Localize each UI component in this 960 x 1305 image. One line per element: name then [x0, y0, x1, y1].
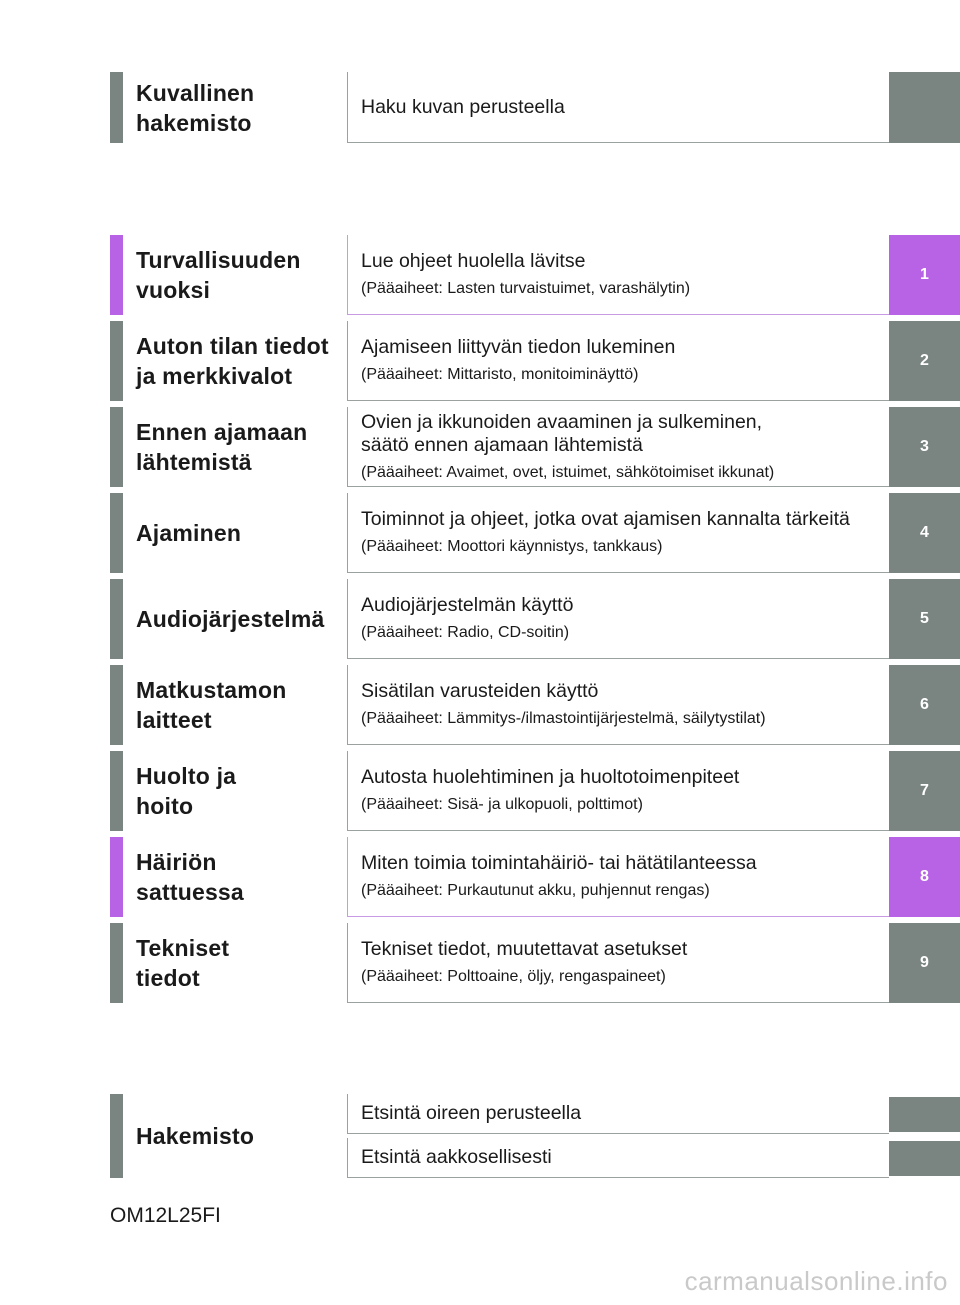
- chapter-tab[interactable]: 2: [889, 321, 960, 401]
- chapter-topics: (Pääaiheet: Lasten turvaistuimet, varashälytin): [361, 280, 691, 297]
- chapter-topics: (Pääaiheet: Radio, CD-soitin): [361, 624, 570, 641]
- chapter-row[interactable]: [110, 665, 960, 745]
- chapter-summary: Miten toimia toimintahäiriö- tai hätätilanteessa: [361, 852, 757, 874]
- chapter-description: [347, 665, 889, 745]
- chapter-topics: (Pääaiheet: Lämmitys-/ilmastointijärjestelmä, säilytystilat): [361, 710, 766, 727]
- chapter-title: Turvallisuuden vuoksi: [136, 247, 301, 303]
- section-accent-bar: [110, 665, 123, 745]
- chapter-row[interactable]: [110, 321, 960, 401]
- chapter-description: [347, 235, 889, 315]
- chapter-summary: Audiojärjestelmän käyttö: [361, 594, 574, 616]
- chapter-topics: (Pääaiheet: Polttoaine, öljy, rengaspaineet): [361, 968, 666, 985]
- index-item-alphabetical[interactable]: Etsintä aakkosellisesti: [347, 1138, 889, 1178]
- section-accent-bar: [110, 235, 123, 315]
- chapter-title: Ennen ajamaan lähtemistä: [136, 419, 308, 475]
- chapter-tab[interactable]: 9: [889, 923, 960, 1003]
- index-tab-symptom[interactable]: [889, 1097, 960, 1132]
- chapter-row[interactable]: [110, 407, 960, 487]
- chapter-row[interactable]: [110, 579, 960, 659]
- chapter-description: [347, 751, 889, 831]
- chapter-summary: Sisätilan varusteiden käyttö: [361, 680, 599, 702]
- section-description: Haku kuvan perusteella: [347, 72, 889, 143]
- chapter-row[interactable]: [110, 923, 960, 1003]
- index-tab-alphabetical[interactable]: [889, 1141, 960, 1176]
- section-title: Hakemisto: [136, 1123, 255, 1149]
- chapter-description: [347, 321, 889, 401]
- section-accent-bar: [110, 579, 123, 659]
- manual-code: OM12L25FI: [110, 1204, 221, 1227]
- chapter-title: Huolto ja hoito: [136, 763, 237, 819]
- section-accent-bar: [110, 837, 123, 917]
- chapter-description: [347, 579, 889, 659]
- chapter-tab[interactable]: 1: [889, 235, 960, 315]
- chapter-title: Tekniset tiedot: [136, 935, 230, 991]
- section-accent-bar: [110, 72, 123, 143]
- chapter-tab[interactable]: 7: [889, 751, 960, 831]
- chapter-description: [347, 407, 889, 487]
- pictorial-index-row[interactable]: [110, 72, 960, 143]
- chapter-topics: (Pääaiheet: Purkautunut akku, puhjennut rengas): [361, 882, 710, 899]
- section-accent-bar: [110, 493, 123, 573]
- section-accent-bar: [110, 407, 123, 487]
- chapter-title: Ajaminen: [136, 520, 242, 546]
- chapter-topics: (Pääaiheet: Mittaristo, monitoiminäyttö): [361, 366, 639, 383]
- chapter-summary: Tekniset tiedot, muutettavat asetukset: [361, 938, 688, 960]
- chapter-tab[interactable]: 4: [889, 493, 960, 573]
- chapter-summary: Ovien ja ikkunoiden avaaminen ja sulkeminen, säätö ennen ajamaan lähtemistä: [361, 410, 763, 456]
- chapter-description: [347, 493, 889, 573]
- chapter-summary: Autosta huolehtiminen ja huoltotoimenpiteet: [361, 766, 740, 788]
- index-item-symptom[interactable]: Etsintä oireen perusteella: [347, 1094, 889, 1134]
- chapter-tab[interactable]: 5: [889, 579, 960, 659]
- chapter-title: Häiriön sattuessa: [136, 849, 244, 905]
- watermark: carmanualsonline.info: [684, 1266, 948, 1296]
- chapter-description: [347, 923, 889, 1003]
- chapter-title: Auton tilan tiedot ja merkkivalot: [136, 333, 329, 389]
- chapter-title: Matkustamon laitteet: [136, 677, 287, 733]
- chapter-row[interactable]: [110, 837, 960, 917]
- chapter-tab[interactable]: 8: [889, 837, 960, 917]
- section-accent-bar: [110, 321, 123, 401]
- chapter-tab[interactable]: 3: [889, 407, 960, 487]
- section-accent-bar: [110, 751, 123, 831]
- chapter-title: Audiojärjestelmä: [136, 606, 325, 632]
- chapter-row[interactable]: [110, 493, 960, 573]
- chapter-summary: Ajamiseen liittyvän tiedon lukeminen: [361, 336, 676, 358]
- chapter-topics: (Pääaiheet: Moottori käynnistys, tankkaus): [361, 538, 663, 555]
- chapter-row[interactable]: [110, 235, 960, 315]
- chapter-topics: (Pääaiheet: Sisä- ja ulkopuoli, polttimot): [361, 796, 643, 813]
- chapter-topics: (Pääaiheet: Avaimet, ovet, istuimet, sähkötoimiset ikkunat): [361, 463, 775, 481]
- chapter-summary: Lue ohjeet huolella lävitse: [361, 250, 586, 272]
- chapter-summary: Toiminnot ja ohjeet, jotka ovat ajamisen kannalta tärkeitä: [361, 508, 850, 530]
- chapter-row[interactable]: [110, 751, 960, 831]
- section-accent-bar: [110, 1094, 123, 1178]
- index-row: [110, 1094, 960, 1178]
- chapter-tab[interactable]: 6: [889, 665, 960, 745]
- chapter-description: [347, 837, 889, 917]
- section-title: Kuvallinen hakemisto: [136, 79, 255, 136]
- section-tab[interactable]: [889, 72, 960, 143]
- section-accent-bar: [110, 923, 123, 1003]
